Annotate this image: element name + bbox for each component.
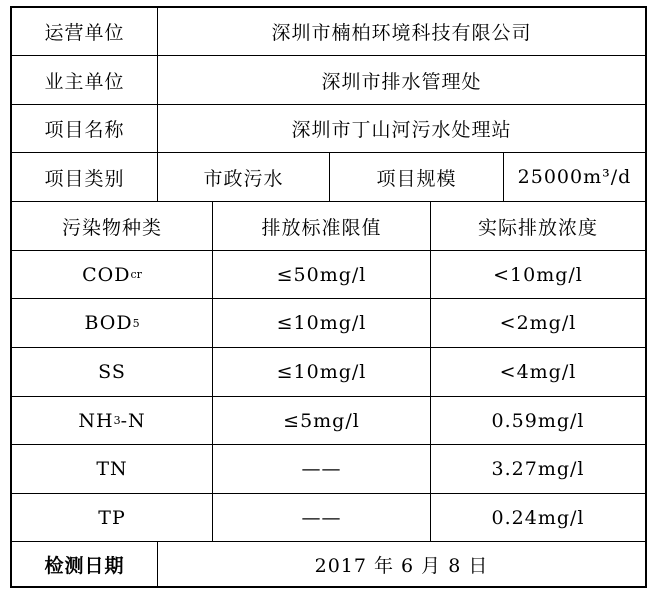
actual-value: <2mg/l bbox=[499, 312, 577, 334]
limit-value: ≤5mg/l bbox=[213, 397, 431, 444]
limit-header: 排放标准限值 bbox=[213, 202, 431, 250]
table-row bbox=[12, 251, 645, 299]
monitoring-report-table bbox=[10, 6, 647, 588]
project-name-row bbox=[12, 105, 645, 153]
limit-value: ≤10mg/l bbox=[213, 299, 431, 347]
table-row bbox=[12, 397, 645, 445]
pollutant-name: SS bbox=[12, 348, 213, 396]
owner-value: 深圳市排水管理处 bbox=[321, 70, 482, 93]
operator-value: 深圳市楠柏环境科技有限公司 bbox=[271, 22, 532, 44]
owner-row bbox=[12, 56, 645, 105]
actual-value: 0.24mg/l bbox=[491, 506, 585, 529]
actual-value: 3.27mg/l bbox=[491, 458, 585, 480]
limit-value: ≤10mg/l bbox=[213, 348, 431, 396]
project-name-value: 深圳市丁山河污水处理站 bbox=[291, 119, 512, 141]
limit-value: ≤50mg/l bbox=[213, 251, 431, 298]
category-value: 市政污水 bbox=[158, 153, 330, 201]
table-row bbox=[12, 299, 645, 348]
actual-value: <4mg/l bbox=[499, 361, 577, 383]
operator-label: 运营单位 bbox=[12, 8, 158, 55]
test-date-label: 检测日期 bbox=[12, 542, 158, 586]
actual-header: 实际排放浓度 bbox=[477, 216, 598, 239]
category-label: 项目类别 bbox=[12, 153, 158, 201]
actual-value: <10mg/l bbox=[493, 263, 583, 286]
project-name-label: 项目名称 bbox=[12, 105, 158, 152]
pollutant-name: NH 3 -N bbox=[12, 397, 213, 444]
pollutant-name: COD cr bbox=[12, 251, 213, 298]
scale-label: 项目规模 bbox=[330, 153, 504, 201]
scale-value: 25000m³/d bbox=[517, 166, 632, 188]
table-row bbox=[12, 494, 645, 542]
pollutant-header-row bbox=[12, 202, 645, 251]
table-row bbox=[12, 445, 645, 494]
pollutant-name: TP bbox=[12, 494, 213, 541]
pollutant-name: BOD 5 bbox=[12, 299, 213, 347]
test-date-row bbox=[12, 542, 645, 586]
limit-value: —— bbox=[213, 494, 431, 541]
pollutant-name: TN bbox=[12, 445, 213, 493]
category-row bbox=[12, 153, 645, 202]
pollutant-type-header: 污染物种类 bbox=[12, 202, 213, 250]
actual-value: 0.59mg/l bbox=[491, 409, 585, 432]
operator-row bbox=[12, 8, 645, 56]
test-date-value: 2017 年 6 月 8 日 bbox=[314, 554, 489, 577]
limit-value: —— bbox=[213, 445, 431, 493]
owner-label: 业主单位 bbox=[12, 56, 158, 104]
table-row bbox=[12, 348, 645, 397]
